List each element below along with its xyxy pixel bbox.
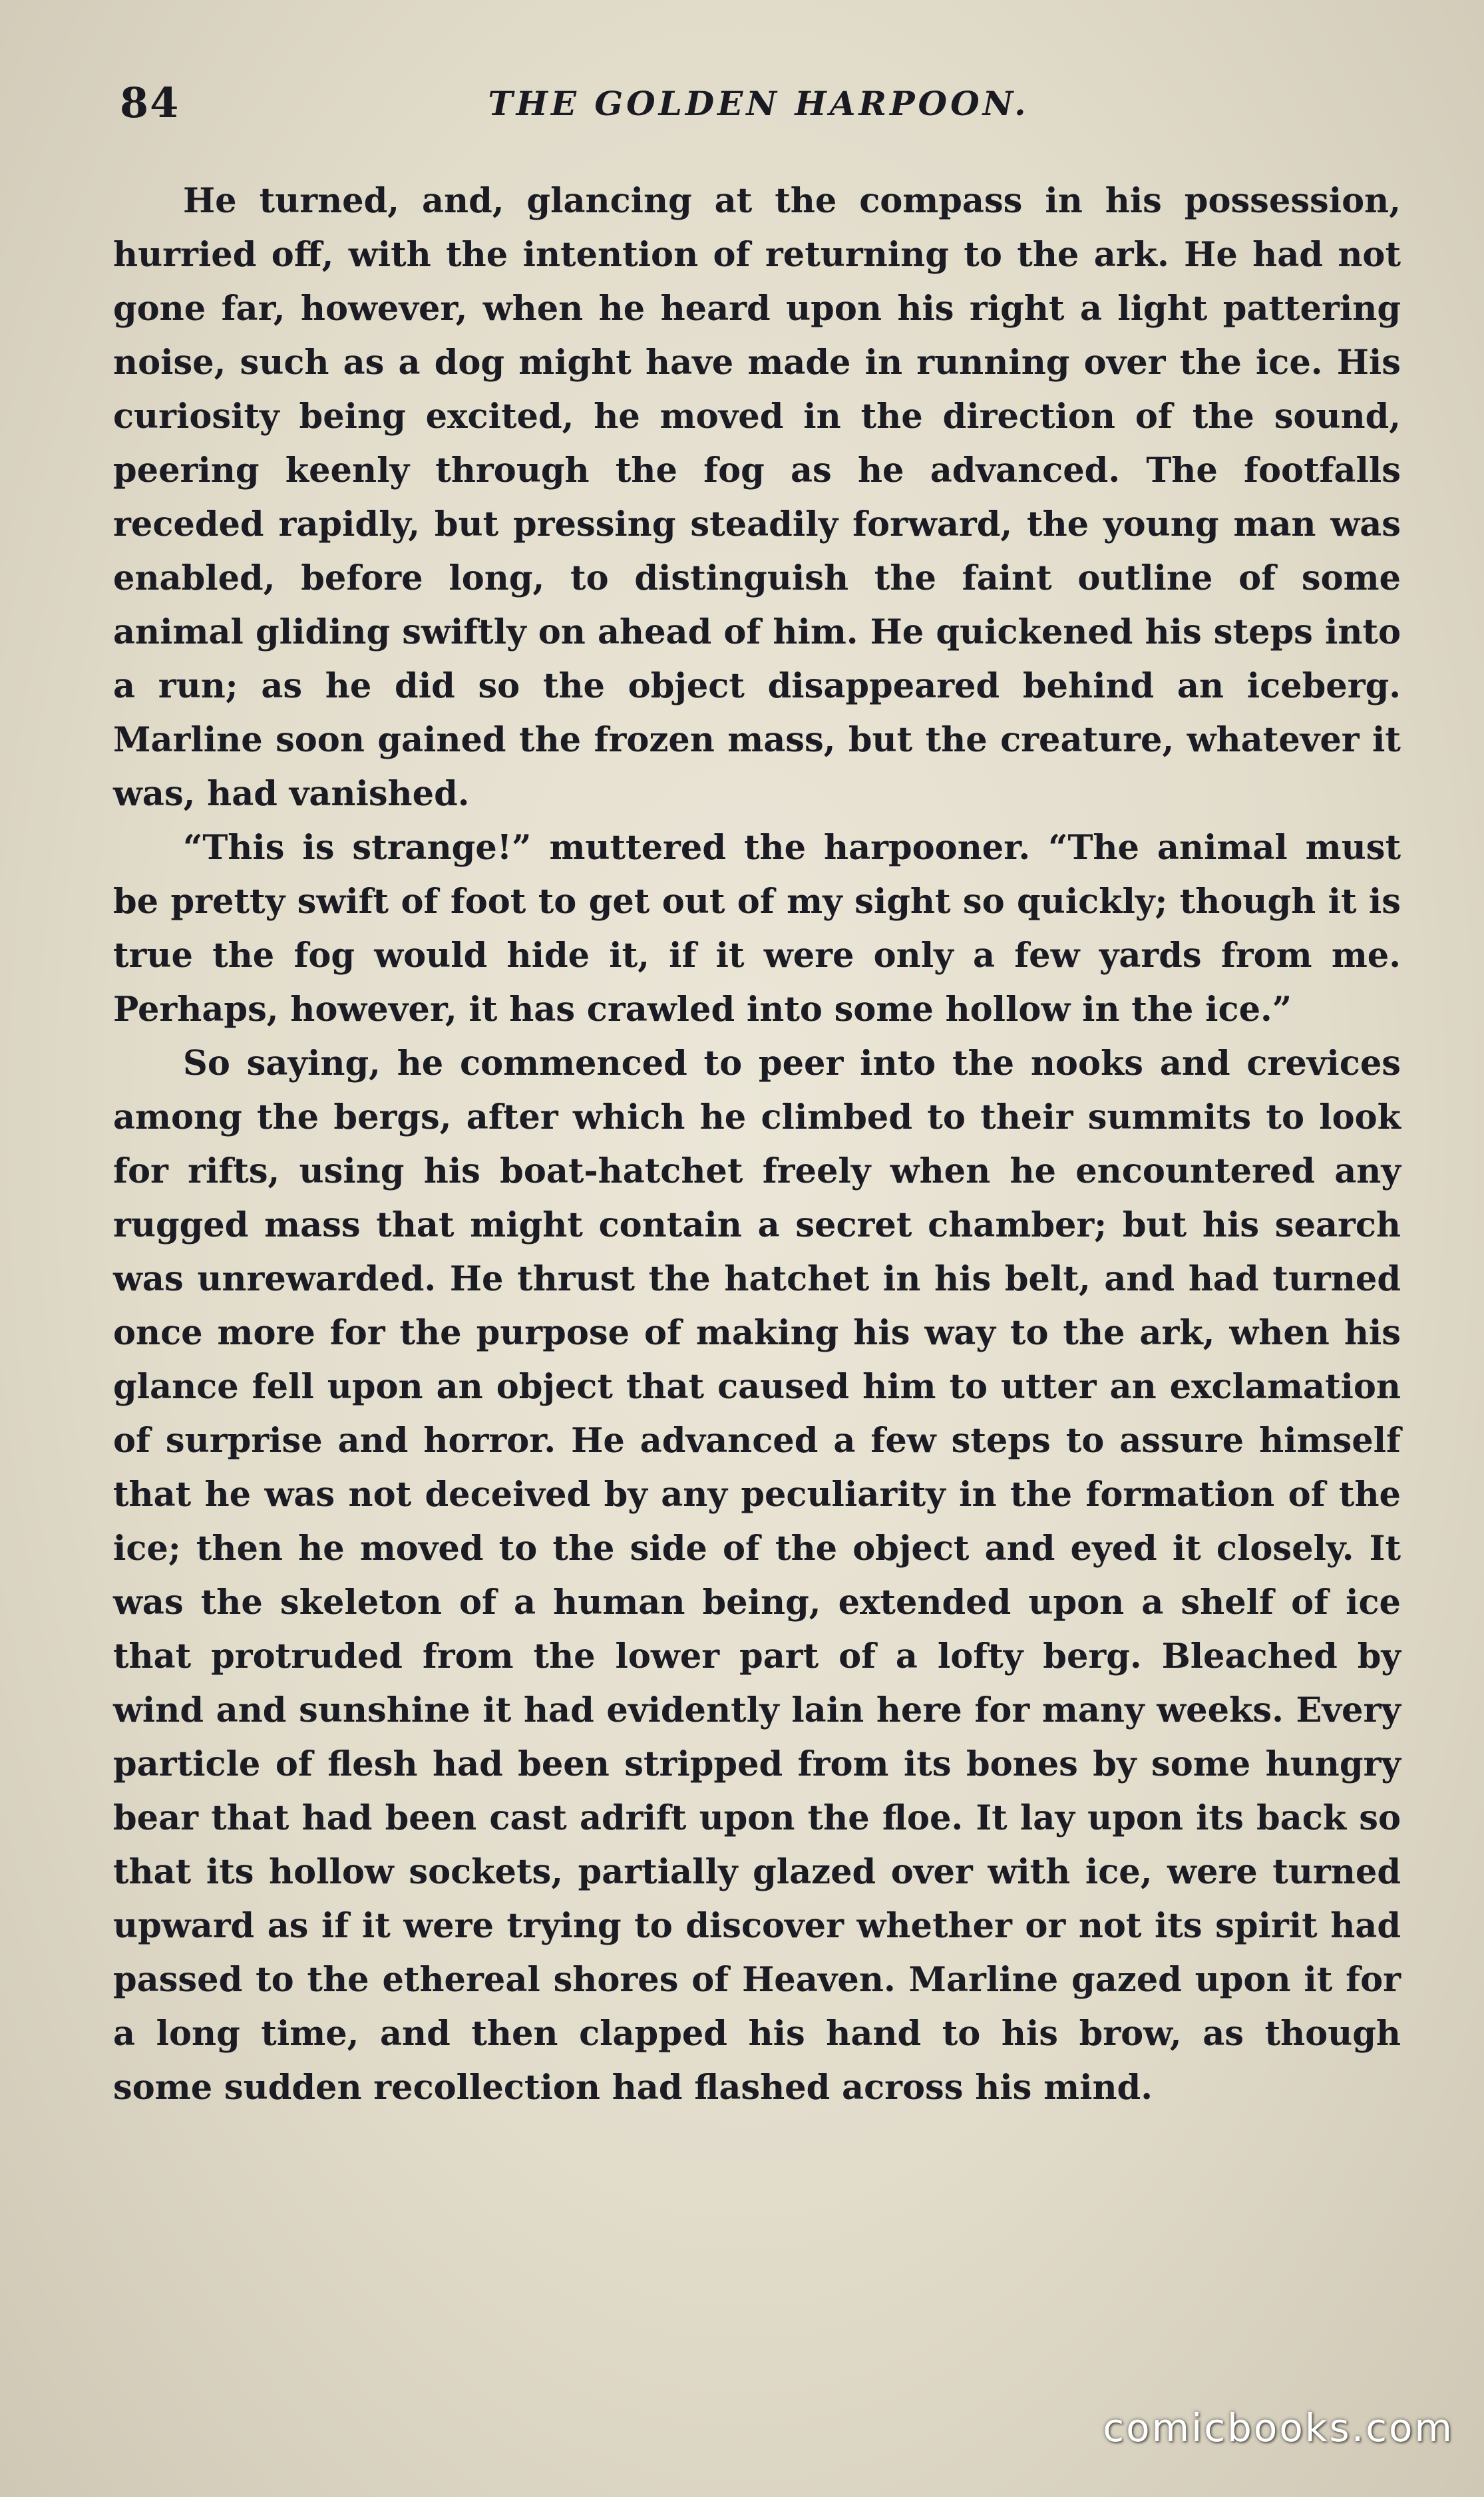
- paragraph-3: So saying, he commenced to peer into the nooks and crevices among the bergs, after which he climbed to their summits to look for rifts, using his boat-hatchet freely when he encountered any rugged mass that might contain a secret chamber; but his search was unrewarded. He thrust the hatchet in his belt, and had turned once more for the purpose of making his way to the ark, when his glance fell upon an object that caused him to utter an exclamation of surprise and horror. He advanced a few steps to assure himself that he was not deceived by any peculiarity in the formation of the ice; then he moved to the side of the object and eyed it closely. It was the skeleton of a human being, extended upon a shelf of ice that protruded from the lower part of a lofty berg. Bleached by wind and sunshine it had evidently lain here for many weeks. Every particle of flesh had been stripped from its bones by some hungry bear that had been cast adrift upon the floe. It lay upon its back so that its hollow sockets, partially glazed over with ice, were turned upward as if it were trying to discover whether or not its spirit had passed to the ethereal shores of Heaven. Marline gazed upon it for a long time, and then clapped his hand to his brow, as though some sudden recollection had flashed across his mind.: [113, 1044, 1401, 2108]
- paragraph-2: “This is strange!” muttered the harpooner. “The animal must be pretty swift of foot to get out of my sight so quickly; though it is true the fog would hide it, if it were only a few yards from me. Perhaps, however, it has crawled into some hollow in the ice.”: [113, 828, 1401, 1030]
- body-text: [113, 174, 1401, 2115]
- page-number: 84: [120, 79, 180, 127]
- watermark: comicbooks.com: [1103, 2405, 1454, 2450]
- running-title: THE GOLDEN HARPOON.: [488, 84, 1029, 123]
- paragraph-1: He turned, and, glancing at the compass in his possession, hurried off, with the intention of returning to the ark. He had not gone far, however, when he heard upon his right a light pattering noise, such as a dog might have made in running over the ice. His curiosity being excited, he moved in the direction of the sound, peering keenly through the fog as he advanced. The footfalls receded rapidly, but pressing steadily forward, the young man was enabled, before long, to distinguish the faint outline of some animal gliding swiftly on ahead of him. He quickened his steps into a run; as he did so the object disappeared behind an iceberg. Marline soon gained the frozen mass, but the creature, whatever it was, had vanished.: [113, 181, 1401, 814]
- page-header: [120, 79, 1397, 132]
